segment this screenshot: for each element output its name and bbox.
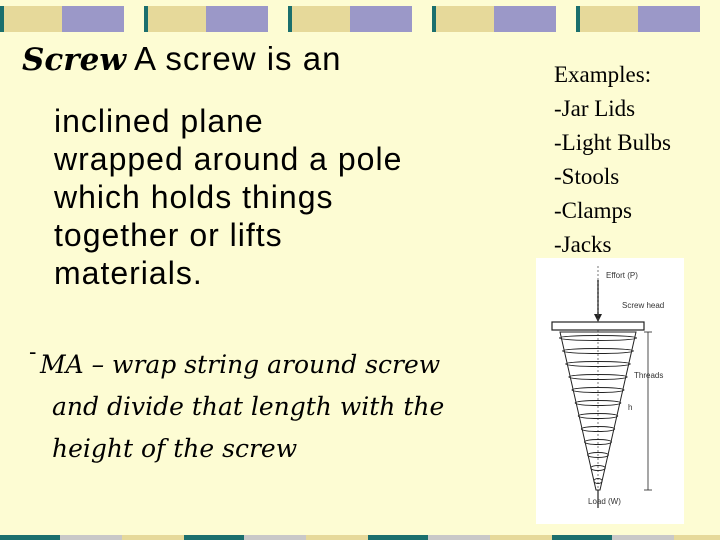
band-gap — [556, 6, 576, 32]
band-tan-block — [674, 535, 720, 540]
ma-line: MA – wrap string around screw — [40, 350, 441, 379]
ma-line: and divide that length with the — [52, 392, 445, 421]
head-label: Screw head — [622, 301, 665, 310]
band-tan-block — [122, 535, 184, 540]
threads-label: Threads — [634, 371, 664, 380]
band-tan-block — [580, 6, 638, 32]
band-lavender-block — [62, 6, 124, 32]
band-tan-block — [148, 6, 206, 32]
band-green-block — [552, 535, 612, 540]
example-item: -Jar Lids — [554, 96, 636, 121]
top-decorative-band — [0, 6, 720, 32]
band-gap — [268, 6, 288, 32]
band-gray-block — [244, 535, 306, 540]
band-gap — [124, 6, 144, 32]
band-gray-block — [428, 535, 490, 540]
definition-line: which holds things — [54, 179, 334, 215]
example-item: -Stools — [554, 164, 620, 189]
title-keyword: Screw — [22, 42, 127, 78]
band-green-block — [184, 535, 244, 540]
screw-threads — [559, 336, 636, 484]
bottom-decorative-band — [0, 535, 720, 540]
screw-diagram-icon — [536, 258, 684, 524]
definition-line: inclined plane — [54, 103, 264, 139]
band-tan-block — [4, 6, 62, 32]
definition-line: wrapped around a pole — [54, 141, 403, 177]
example-item: -Jacks — [554, 232, 612, 257]
slide-title — [22, 40, 522, 84]
bullet-marker: - — [29, 340, 37, 365]
example-item: -Clamps — [554, 198, 632, 223]
load-label: Load (W) — [588, 497, 621, 506]
band-lavender-block — [494, 6, 556, 32]
ma-line: height of the screw — [52, 434, 298, 463]
band-lavender-block — [638, 6, 700, 32]
definition-line: together or lifts — [54, 217, 283, 253]
band-tan-block — [292, 6, 350, 32]
examples-list — [554, 58, 714, 262]
band-gap — [412, 6, 432, 32]
band-green-block — [0, 535, 60, 540]
screw-diagram — [536, 258, 684, 524]
title-text: A screw is an — [134, 40, 342, 77]
band-green-block — [368, 535, 428, 540]
band-tan-block — [306, 535, 368, 540]
band-gray-block — [612, 535, 674, 540]
example-item: -Light Bulbs — [554, 130, 671, 155]
effort-label: Effort (P) — [606, 271, 638, 280]
band-tan-block — [490, 535, 552, 540]
band-gap — [700, 6, 720, 32]
band-tan-block — [436, 6, 494, 32]
examples-heading: Examples: — [554, 62, 652, 87]
definition-line: materials. — [54, 255, 203, 291]
band-gray-block — [60, 535, 122, 540]
band-lavender-block — [206, 6, 268, 32]
screw-head — [552, 322, 644, 330]
band-lavender-block — [350, 6, 412, 32]
height-label: h — [628, 403, 633, 412]
